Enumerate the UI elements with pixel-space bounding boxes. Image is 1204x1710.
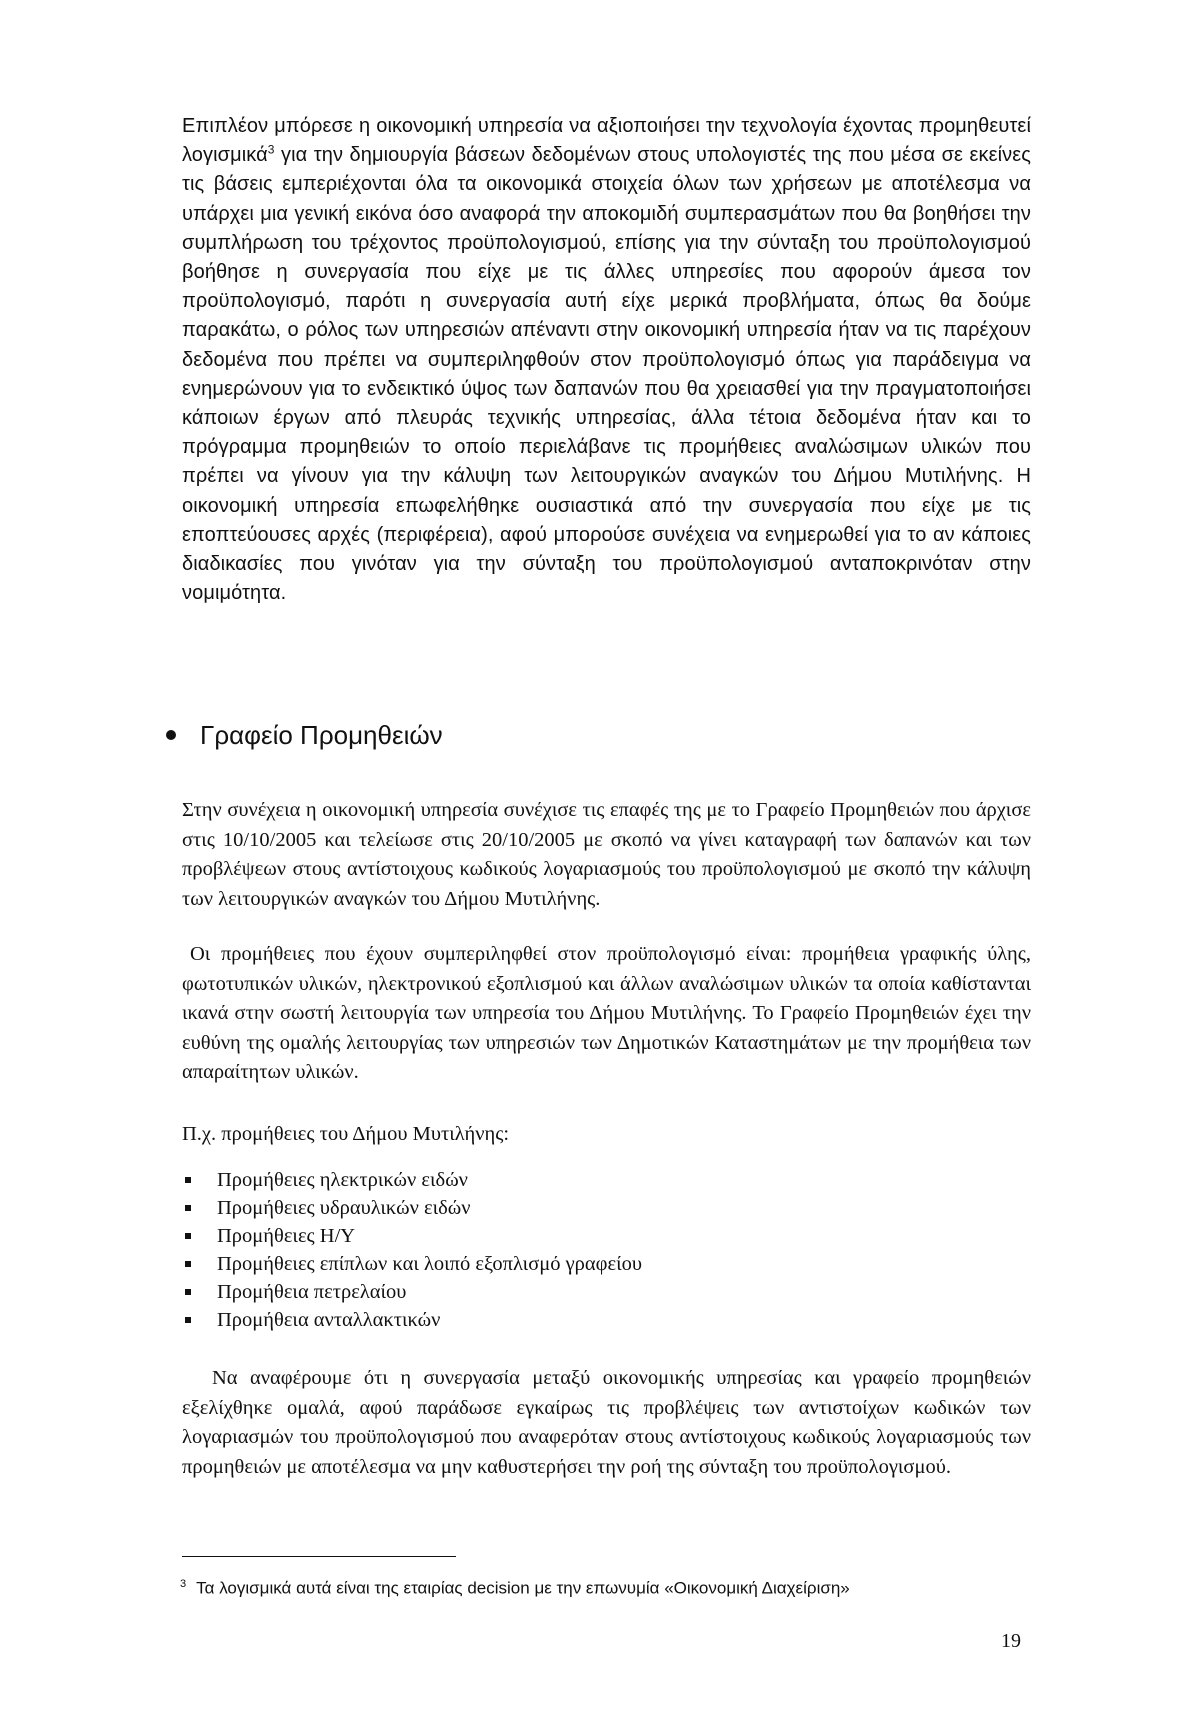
square-bullet-icon xyxy=(185,1317,191,1323)
list-item xyxy=(182,1166,642,1194)
list-item xyxy=(182,1306,642,1334)
paragraph-cooperation: Να αναφέρουμε ότι η συνεργασία μεταξύ οικονομικής υπηρεσίας και γραφείο προμηθειών εξελίχθηκε ομαλά, αφού παράδωσε εγκαίρως τις προβλέψεις των αντιστοίχων κωδικών των λογαριασμών του προϋπολογισμού που αναφερόταν στους αντίστοιχους κωδικούς λογαριασμούς των προμηθειών με αποτέλεσμα να μην καθυστερήσει την ροή της σύνταξη του προϋπολογισμού. xyxy=(182,1367,1031,1478)
footnote xyxy=(180,1572,850,1601)
list-item xyxy=(182,1250,642,1278)
list-item xyxy=(182,1278,642,1306)
paragraph-supplies-office: Στην συνέχεια η οικονομική υπηρεσία συνέχισε τις επαφές της με το Γραφείο Προμηθειών που άρχισε στις 10/10/2005 και τελείωσε στις 20/10/2005 με σκοπό να γίνει καταγραφή των δαπανών και των προβλέψεων στους αντίστοιχους κωδικούς λογαριασμούς του προϋπολογισμού με σκοπό την κάλυψη των λειτουργικών αναγκών του Δήμου Μυτιλήνης. xyxy=(182,799,1031,910)
list-item xyxy=(182,1194,642,1222)
square-bullet-icon xyxy=(185,1261,191,1267)
list-item-text: Προμήθεια πετρελαίου xyxy=(217,1281,407,1303)
list-item-text: Προμήθεια ανταλλακτικών xyxy=(217,1309,441,1331)
list-item xyxy=(182,1222,642,1250)
section-heading-text: Γραφείο Προμηθειών xyxy=(200,720,443,750)
list-item-text: Προμήθειες Η/Υ xyxy=(217,1225,356,1247)
footnote-divider xyxy=(182,1556,456,1557)
footnote-number: 3 xyxy=(180,1578,187,1590)
square-bullet-icon xyxy=(185,1205,191,1211)
supplies-list xyxy=(182,1166,642,1334)
paragraph-software-text-start: Επιπλέον μπόρεσε η οικονομική υπηρεσία να αξιοποιήσει την τεχνολογία έχοντας προμηθευτεί λογισμικά xyxy=(182,115,1031,167)
footnote-text: Τα λογισμικά αυτά είναι της εταιρίας decision με την επωνυμία «Οικονομική Διαχείριση» xyxy=(196,1578,850,1598)
square-bullet-icon xyxy=(185,1233,191,1239)
paragraph-supplies-included: Οι προμήθειες που έχουν συμπεριληφθεί στον προϋπολογισμό είναι: προμήθεια γραφικής ύλης, φωτοτυπικών υλικών, ηλεκτρονικού εξοπλισμού και άλλων αναλώσιμων υλικών τα οποία καθίστανται ικανά στην σωστή λειτουργία των υπηρεσία του Δήμου Μυτιλήνης. Το Γραφείο Προμηθειών έχει την ευθύνη της ομαλής λειτουργίας των υπηρεσιών των Δημοτικών Καταστημάτων με την προμήθεια των απαραίτητων υλικών. xyxy=(182,943,1031,1083)
list-intro: Π.χ. προμήθειες του Δήμου Μυτιλήνης: xyxy=(182,1123,510,1145)
square-bullet-icon xyxy=(185,1289,191,1295)
footnote-reference: 3 xyxy=(267,142,275,157)
paragraph-software-text-end: για την δημιουργία βάσεων δεδομένων στους υπολογιστές της που μέσα σε εκείνες τις βάσεις εμπεριέχονται όλα τα οικονομικά στοιχεία όλων των χρήσεων με αποτέλεσμα να υπάρχει μια γενική εικόνα όσο αναφορά την αποκομιδή συμπερασμάτων που θα βοηθήσει την συμπλήρωση του τρέχοντος προϋπολογισμού, επίσης για την σύνταξη του προϋπολογισμού βοήθησε η συνεργασία που είχε με τις άλλες υπηρεσίες που αφορούν άμεσα τον προϋπολογισμό, παρότι η συνεργασία αυτή είχε μερικά προβλήματα, όπως θα δούμε παρακάτω, ο ρόλος των υπηρεσιών απέναντι στην οικονομική υπηρεσία ήταν να τις παρέχουν δεδομένα που πρέπει να συμπεριληφθούν στον προϋπολογισμό όπως για παράδειγμα να ενημερώνουν για το ενδεικτικό ύψος των δαπανών που θα χρειασθεί για την πραγματοποιήσει κάποιων έργων από πλευράς τεχνικής υπηρεσίας, άλλα τέτοια δεδομένα ήταν και το πρόγραμμα προμηθειών το οποίο περιελάβανε τις προμήθειες αναλώσιμων υλικών που πρέπει να γίνουν για την κάλυψη των λειτουργικών αναγκών του Δήμου Μυτιλήνης. Η οικονομική υπηρεσία επωφελήθηκε ουσιαστικά από την συνεργασία που είχε με τις εποπτεύουσες αρχές (περιφέρεια), αφού μπορούσε συνέχεια να ενημερωθεί για το αν κάποιες διαδικασίες που γινόταν για την σύνταξη του προϋπολογισμού ανταποκρινόταν στην νομιμότητα. xyxy=(182,144,1031,605)
list-item-text: Προμήθειες υδραυλικών ειδών xyxy=(217,1197,471,1219)
list-item-text: Προμήθειες επίπλων και λοιπό εξοπλισμό γραφείου xyxy=(217,1253,642,1275)
heading-bullet-icon xyxy=(166,730,176,740)
list-item-text: Προμήθειες ηλεκτρικών ειδών xyxy=(217,1169,468,1191)
section-heading xyxy=(166,718,443,752)
page-number: 19 xyxy=(1001,1630,1021,1652)
paragraph-software xyxy=(182,112,1031,608)
square-bullet-icon xyxy=(185,1177,191,1183)
